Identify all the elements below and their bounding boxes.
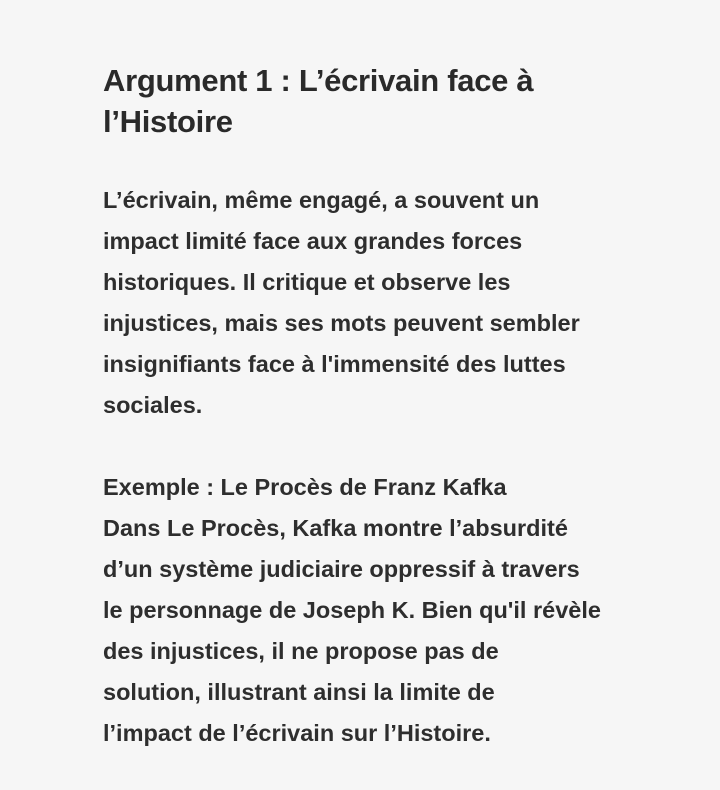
paragraph-line: d’un système judiciaire oppressif à travers — [103, 556, 580, 582]
title-line: Argument 1 : L’écrivain face à — [103, 63, 534, 98]
argument-paragraph — [103, 180, 683, 426]
paragraph-line: l’impact de l’écrivain sur l’Histoire. — [103, 720, 491, 746]
paragraph-line: Dans Le Procès, Kafka montre l’absurdité — [103, 515, 568, 541]
paragraph-line: insignifiants face à l'immensité des luttes — [103, 351, 566, 377]
title-line: l’Histoire — [103, 104, 233, 139]
paragraph-line: solution, illustrant ainsi la limite de — [103, 679, 495, 705]
example-heading: Exemple : Le Procès de Franz Kafka — [103, 474, 507, 500]
example-paragraph — [103, 467, 683, 754]
paragraph-line: L’écrivain, même engagé, a souvent un — [103, 187, 540, 213]
paragraph-line: injustices, mais ses mots peuvent sembler — [103, 310, 580, 336]
article-title — [103, 60, 663, 142]
paragraph-line: des injustices, il ne propose pas de — [103, 638, 499, 664]
paragraph-line: le personnage de Joseph K. Bien qu'il révèle — [103, 597, 601, 623]
paragraph-line: historiques. Il critique et observe les — [103, 269, 511, 295]
paragraph-line: sociales. — [103, 392, 203, 418]
paragraph-line: impact limité face aux grandes forces — [103, 228, 523, 254]
